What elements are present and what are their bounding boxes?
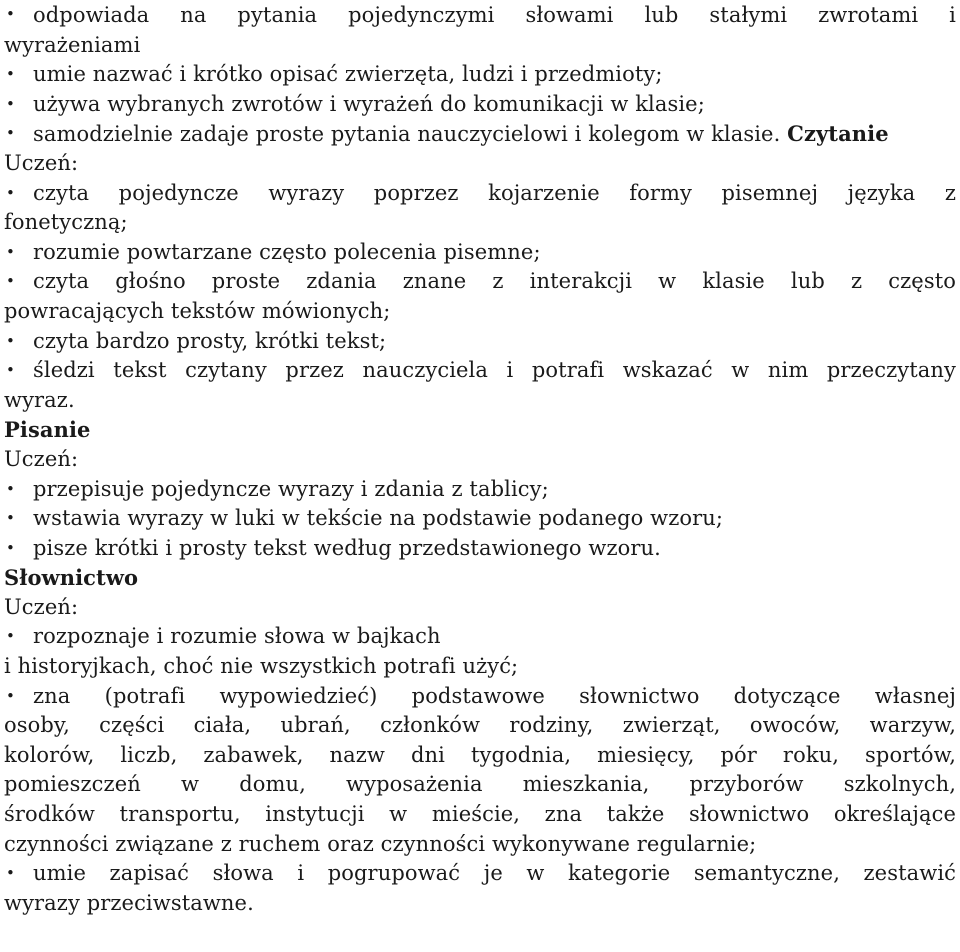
list-item xyxy=(4,238,956,268)
bullet-icon: • xyxy=(6,361,15,380)
list-item-text: odpowiada na pytania pojedynczymi słowami lub stałymi zwrotami i xyxy=(33,3,956,27)
list-item xyxy=(4,90,956,120)
bullet-icon: • xyxy=(6,183,15,202)
list-item-continuation: wyrazy przeciwstawne. xyxy=(4,890,254,915)
continuation-text: pomieszczeń w domu, wyposażenia mieszkania, przyborów szkolnych, xyxy=(4,772,956,797)
bullet-icon: • xyxy=(6,627,15,646)
bullet-icon: • xyxy=(6,242,15,261)
list-item-text: czyta głośno proste zdania znane z interakcji w klasie lub z często xyxy=(33,269,956,294)
bullet-icon: • xyxy=(6,864,15,883)
list-item-text: śledzi tekst czytany przez nauczyciela i potrafi wskazać w nim przeczytany xyxy=(33,358,956,383)
list-item-text: samodzielnie zadaje proste pytania nauczycielowi i kolegom w klasie. xyxy=(33,122,781,147)
list-item-continuation: czynności związane z ruchem oraz czynności wykonywane regularnie; xyxy=(4,831,757,856)
list-item-continuation: wyraz. xyxy=(4,387,75,412)
continuation-text: osoby, części ciała, ubrań, członków rodziny, zwierząt, owoców, warzyw, xyxy=(4,713,956,738)
list-item xyxy=(4,356,956,386)
section-heading-writing: Pisanie xyxy=(4,417,91,443)
list-item xyxy=(4,179,956,209)
list-item-text: rozpoznaje i rozumie słowa w bajkach xyxy=(33,624,441,649)
list-item-text: rozumie powtarzane często polecenia pisemne; xyxy=(33,239,541,264)
list-item xyxy=(4,534,956,564)
list-item xyxy=(4,60,956,90)
list-item xyxy=(4,622,956,652)
bullet-icon: • xyxy=(6,272,15,291)
list-item xyxy=(4,504,956,534)
section-subject: Uczeń: xyxy=(4,594,79,619)
section-heading-vocabulary: Słownictwo xyxy=(4,565,139,591)
section-subject: Uczeń: xyxy=(4,150,79,175)
list-item xyxy=(4,267,956,297)
bullet-icon: • xyxy=(6,124,15,143)
list-item-continuation: powracających tekstów mówionych; xyxy=(4,298,391,323)
list-item xyxy=(4,682,956,712)
list-item xyxy=(4,119,956,149)
list-item-text: pisze krótki i prosty tekst według przedstawionego wzoru. xyxy=(33,535,661,560)
list-item-continuation xyxy=(4,800,956,830)
list-item-text: używa wybranych zwrotów i wyrażeń do komunikacji w klasie; xyxy=(33,91,705,116)
continuation-text: środków transportu, instytucji w mieście, zna także słownictwo określające xyxy=(4,802,956,827)
list-item-text: przepisuje pojedyncze wyrazy i zdania z tablicy; xyxy=(33,476,549,501)
list-item-text: wstawia wyrazy w luki w tekście na podstawie podanego wzoru; xyxy=(33,506,724,531)
section-subject: Uczeń: xyxy=(4,446,79,471)
section-heading-reading: Czytanie xyxy=(787,121,889,147)
list-item-text: umie zapisać słowa i pogrupować je w kategorie semantyczne, zestawić xyxy=(33,861,956,886)
bullet-icon: • xyxy=(6,94,15,113)
list-item-text: umie nazwać i krótko opisać zwierzęta, ludzi i przedmioty; xyxy=(33,62,663,87)
list-item-continuation xyxy=(4,770,956,800)
list-item xyxy=(4,0,956,31)
list-item xyxy=(4,475,956,505)
list-item xyxy=(4,859,956,889)
list-item-continuation: wyrażeniami xyxy=(4,32,141,57)
bullet-icon: • xyxy=(6,686,15,705)
bullet-icon: • xyxy=(6,331,15,350)
continuation-text: kolorów, liczb, zabawek, nazw dni tygodnia, miesięcy, pór roku, sportów, xyxy=(4,742,956,767)
list-item-continuation xyxy=(4,741,956,771)
bullet-icon: • xyxy=(6,509,15,528)
list-item-text: czyta pojedyncze wyrazy poprzez kojarzenie formy pisemnej języka z xyxy=(33,180,956,205)
bullet-icon: • xyxy=(6,538,15,557)
list-item-continuation: i historyjkach, choć nie wszystkich potrafi użyć; xyxy=(4,654,519,679)
list-item-continuation: fonetyczną; xyxy=(4,210,128,235)
list-item-text: zna (potrafi wypowiedzieć) podstawowe słownictwo dotyczące własnej xyxy=(33,683,956,708)
bullet-icon: • xyxy=(6,5,15,23)
bullet-icon: • xyxy=(6,479,15,498)
list-item xyxy=(4,327,956,357)
list-item-text: czyta bardzo prosty, krótki tekst; xyxy=(33,328,387,353)
list-item-continuation xyxy=(4,711,956,741)
bullet-icon: • xyxy=(6,65,15,84)
